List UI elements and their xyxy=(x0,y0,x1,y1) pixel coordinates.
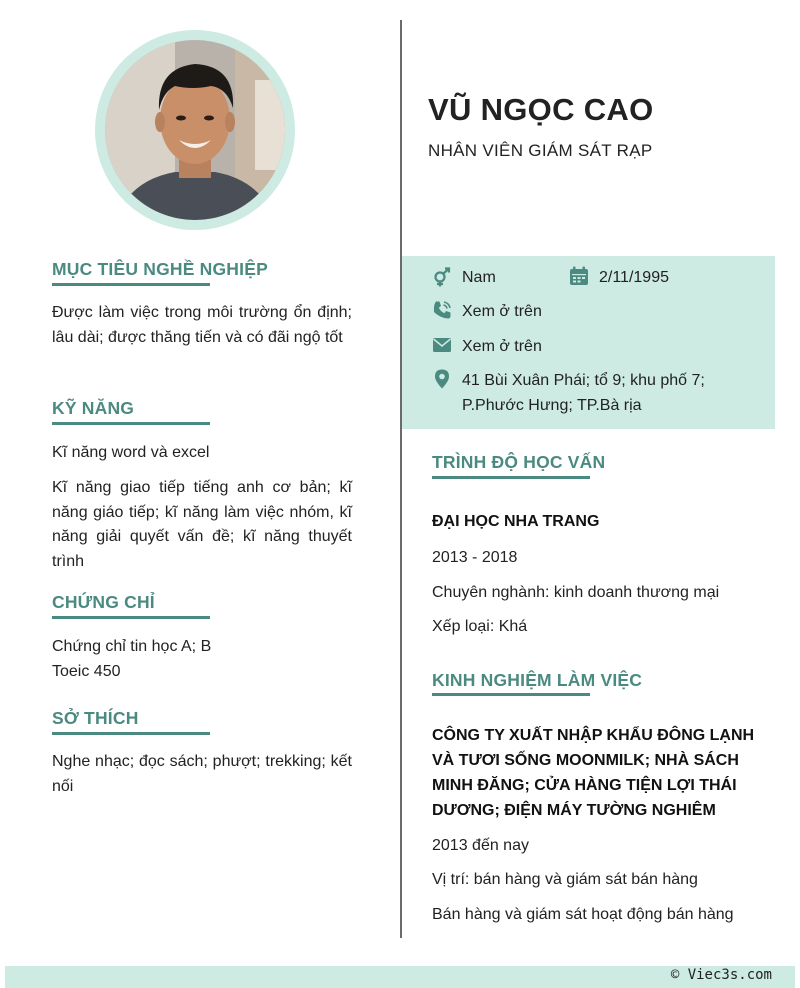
calendar-icon xyxy=(569,266,589,286)
certificate-item: Toeic 450 xyxy=(52,663,121,680)
experience-position: Vị trí: bán hàng và giám sát bán hàng xyxy=(432,871,698,888)
objective-title: MỤC TIÊU NGHỀ NGHIỆP xyxy=(52,259,268,279)
skill-item: Kĩ năng word và excel xyxy=(52,444,210,461)
education-rank: Xếp loại: Khá xyxy=(432,618,528,635)
certificates-title: CHỨNG CHỈ xyxy=(52,592,155,612)
location-pin-icon xyxy=(432,369,452,389)
hobbies-title: SỞ THÍCH xyxy=(52,708,139,728)
birthday-value: 2/11/1995 xyxy=(599,269,669,286)
address-line2: P.Phước Hưng; TP.Bà rịa xyxy=(462,397,642,414)
skill-item: Kĩ năng giao tiếp tiếng anh cơ bản; kĩ năng giáo tiếp; kĩ năng làm việc nhóm, kĩ năng giải quyết vấn đề; kĩ năng thuyết trình xyxy=(52,479,352,570)
job-title: NHÂN VIÊN GIÁM SÁT RẠP xyxy=(428,141,653,160)
avatar xyxy=(105,40,285,220)
experience-company: CÔNG TY XUẤT NHẬP KHẨU ĐÔNG LẠNH VÀ TƯƠI SỐNG MOONMILK; NHÀ SÁCH MINH ĐĂNG; CỬA HÀNG TIỆN LỢI THÁI DƯƠNG; ĐIỆN MÁY TƯỜNG NGHIÊM xyxy=(432,727,755,819)
gender-value: Nam xyxy=(462,269,496,286)
experience-period: 2013 đến nay xyxy=(432,837,529,854)
address-line1: 41 Bùi Xuân Phái; tổ 9; khu phố 7; xyxy=(462,372,705,389)
gender-icon xyxy=(432,267,452,287)
objective-text: Được làm việc trong môi trường ổn định; lâu dài; được thăng tiến và có đãi ngộ tốt xyxy=(52,304,352,346)
email-value: Xem ở trên xyxy=(462,338,542,355)
footer-copyright: © Viec3s.com xyxy=(670,967,772,983)
experience-title: KINH NGHIỆM LÀM VIỆC xyxy=(432,670,643,690)
skills-underline xyxy=(52,422,210,425)
education-major: Chuyên nghành: kinh doanh thương mại xyxy=(432,584,720,601)
skills-title: KỸ NĂNG xyxy=(52,398,135,418)
school-name: ĐẠI HỌC NHA TRANG xyxy=(432,513,600,530)
hobbies-text: Nghe nhạc; đọc sách; phượt; trekking; kết nối xyxy=(52,753,352,795)
email-icon xyxy=(432,335,452,355)
experience-underline xyxy=(432,693,590,696)
education-underline xyxy=(432,476,590,479)
objective-underline xyxy=(52,283,210,286)
experience-description: Bán hàng và giám sát hoạt động bán hàng xyxy=(432,906,734,923)
education-title: TRÌNH ĐỘ HỌC VẤN xyxy=(432,452,606,472)
phone-icon xyxy=(432,300,452,320)
column-divider xyxy=(400,20,402,938)
candidate-name: VŨ NGỌC CAO xyxy=(428,92,654,127)
education-period: 2013 - 2018 xyxy=(432,549,518,566)
certificate-item: Chứng chỉ tin học A; B xyxy=(52,638,212,655)
phone-value: Xem ở trên xyxy=(462,303,542,320)
hobbies-underline xyxy=(52,732,210,735)
certificates-underline xyxy=(52,616,210,619)
